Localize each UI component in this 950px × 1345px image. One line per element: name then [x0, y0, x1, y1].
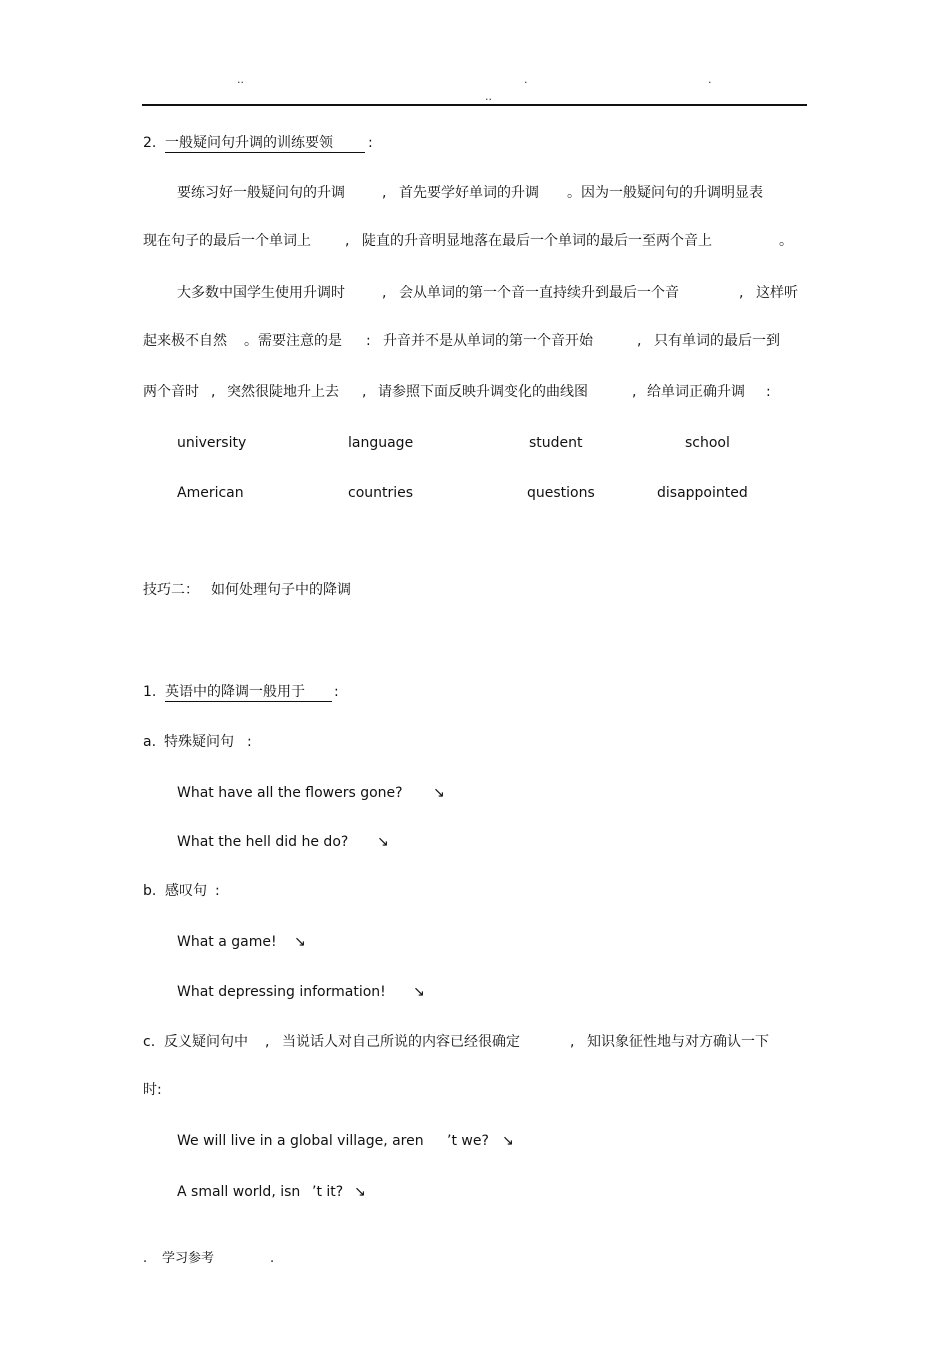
paragraph-text: 突然很陡地升上去	[227, 384, 339, 400]
footer-dot-right: .	[270, 1251, 275, 1266]
paragraph-text: 大多数中国学生使用升调时	[177, 285, 345, 301]
example-sentence: What depressing information!	[177, 984, 386, 1000]
punctuation: ,	[382, 285, 387, 301]
punctuation: ,	[739, 285, 744, 301]
item-label: c.	[143, 1034, 156, 1050]
header-dot-right: .	[708, 73, 712, 86]
item-colon: :	[215, 883, 220, 899]
paragraph-text: 。需要注意的是	[244, 333, 342, 349]
punctuation: 。	[779, 233, 793, 249]
practice-word: countries	[348, 485, 414, 501]
practice-word: language	[348, 435, 414, 451]
example-sentence: ’t it?	[312, 1184, 344, 1200]
example-sentence: We will live in a global village, aren	[177, 1133, 424, 1149]
paragraph-text: 请参照下面反映升调变化的曲线图	[378, 384, 588, 400]
punctuation: ,	[362, 384, 367, 400]
punctuation: :	[766, 384, 771, 400]
falling-arrow-icon: ↘	[502, 1133, 514, 1149]
example-sentence: A small world, isn	[177, 1184, 301, 1200]
paragraph-text: 起来极不自然	[143, 333, 227, 349]
example-sentence: What the hell did he do?	[177, 834, 349, 850]
practice-word: questions	[527, 485, 595, 501]
punctuation: ,	[382, 185, 387, 201]
practice-word: disappointed	[657, 485, 748, 501]
paragraph-text: 升音并不是从单词的第一个音开始	[383, 333, 593, 349]
example-sentence: What have all the flowers gone?	[177, 785, 403, 801]
paragraph-text: 会从单词的第一个音一直持续升到最后一个音	[399, 285, 679, 301]
item-title: 特殊疑问句	[164, 734, 234, 750]
footer-dot-left: .	[143, 1251, 148, 1266]
header-dots-under: ..	[485, 90, 492, 103]
section-heading	[165, 136, 365, 153]
section-heading	[165, 685, 332, 702]
punctuation: :	[366, 333, 371, 349]
paragraph-text: 两个音时	[143, 384, 199, 400]
item-colon: :	[247, 734, 252, 750]
item-label: a.	[143, 734, 157, 750]
practice-word: university	[177, 435, 247, 451]
header-dots-left: ..	[237, 73, 244, 86]
punctuation: ,	[265, 1034, 270, 1050]
punctuation: ,	[211, 384, 216, 400]
paragraph-text: 。因为一般疑问句的升调明显表	[567, 185, 763, 201]
practice-word: American	[177, 485, 244, 501]
paragraph-text: 现在句子的最后一个单词上	[143, 233, 311, 249]
practice-word: student	[529, 435, 583, 451]
section-heading-colon: :	[368, 135, 373, 151]
section-heading-colon: :	[334, 684, 339, 700]
item-text: 时:	[143, 1082, 162, 1098]
punctuation: ,	[632, 384, 637, 400]
item-text: 反义疑问句中	[164, 1034, 248, 1050]
falling-arrow-icon: ↘	[354, 1184, 366, 1200]
footer-text: 学习参考	[162, 1251, 215, 1266]
tip-title: 如何处理句子中的降调	[211, 582, 351, 598]
paragraph-text: 要练习好一般疑问句的升调	[177, 185, 345, 201]
section-number: 1.	[143, 684, 157, 700]
punctuation: ,	[345, 233, 350, 249]
falling-arrow-icon: ↘	[294, 934, 306, 950]
item-label: b.	[143, 883, 157, 899]
falling-arrow-icon: ↘	[413, 984, 425, 1000]
example-sentence: What a game!	[177, 934, 277, 950]
tip-label: 技巧二：	[143, 582, 199, 598]
falling-arrow-icon: ↘	[433, 785, 445, 801]
header-dot-mid: .	[524, 73, 528, 86]
punctuation: ,	[570, 1034, 575, 1050]
paragraph-text: 陡直的升音明显地落在最后一个单词的最后一至两个音上	[362, 233, 712, 249]
section-heading-text: 英语中的降调一般用于	[165, 684, 305, 700]
section-heading-text: 一般疑问句升调的训练要领	[165, 135, 333, 151]
paragraph-text: 给单词正确升调	[647, 384, 745, 400]
practice-word: school	[685, 435, 730, 451]
header-rule	[142, 104, 807, 106]
paragraph-text: 这样听	[756, 285, 798, 301]
paragraph-text: 只有单词的最后一到	[654, 333, 780, 349]
item-title: 感叹句	[165, 883, 207, 899]
item-text: 知识象征性地与对方确认一下	[587, 1034, 769, 1050]
section-number: 2.	[143, 135, 157, 151]
example-sentence: ’t we?	[447, 1133, 489, 1149]
punctuation: ,	[637, 333, 642, 349]
item-text: 当说话人对自己所说的内容已经很确定	[282, 1034, 520, 1050]
falling-arrow-icon: ↘	[377, 834, 389, 850]
paragraph-text: 首先要学好单词的升调	[399, 185, 539, 201]
